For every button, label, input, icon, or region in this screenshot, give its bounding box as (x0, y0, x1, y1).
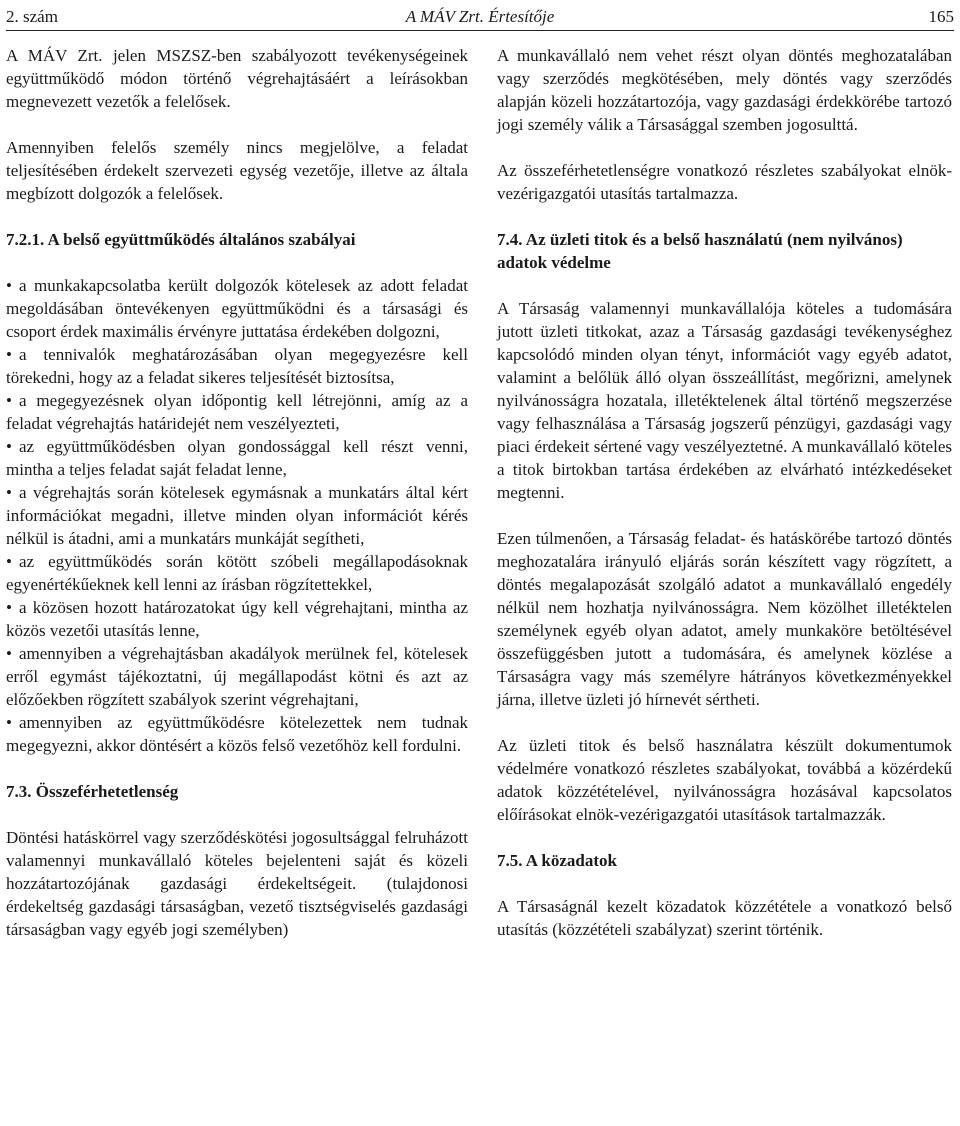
list-item: • amennyiben az együttműködésre kötelezettek nem tudnak megegyezni, akkor döntésért a közös felső vezetőhöz kell fordulni. (6, 711, 468, 757)
section-75-paragraph-1: A Társaságnál kezelt közadatok közzététele a vonatkozó belső utasítás (közzétételi szabályzat) szerint történik. (497, 897, 952, 939)
list-item: • az együttműködés során kötött szóbeli megállapodásoknak egyenértékűeknek kell lenni az írásban rögzítettekkel, (6, 550, 468, 596)
issue-number: 2. szám (6, 7, 58, 26)
right-column (497, 44, 952, 941)
list-item: • a közösen hozott határozatokat úgy kell végrehajtani, mintha az közös vezetői utasítás lenne, (6, 596, 468, 642)
section-74-paragraph-1: A Társaság valamennyi munkavállalója köteles a tudomására jutott üzleti titkokat, azaz a Társaság gazdasági tevékenységhez kapcsolódó minden olyan tényt, információt vagy egyéb adatot, valamint a belőlük álló olyan összeállítást, megőrizni, amelynek nyilvánosságra hozatala, illetéktelenek által történő megszerzése vagy felhasználása a Társaság jogszerű pénzügyi, gazdasági vagy piaci érdekeit sértené vagy veszélyeztetné. A munkavállaló köteles a titok birtokban tartása érdekében az elvárható intézkedéseket megtenni. (497, 299, 952, 502)
section-73-paragraph-3: Az összeférhetetlenségre vonatkozó részletes szabályokat elnök-vezérigazgatói utasítás tartalmazza. (497, 161, 952, 203)
section-75-title: 7.5. A közadatok (497, 851, 617, 870)
section-73-paragraph-2: A munkavállaló nem vehet részt olyan döntés meghozatalában vagy szerződés megkötésében, mely döntés vagy szerződés alapján közeli hozzátartozója, vagy gazdasági érdekkörébe tartozó jogi személy válik a Társasággal szemben jogosulttá. (497, 46, 952, 134)
section-73-paragraph-1: Döntési hatáskörrel vagy szerződéskötési jogosultsággal felruházott valamennyi munkavállaló köteles bejelenteni saját és közeli hozzátartozójának gazdasági érdekeltségeit. (tulajdonosi érdekeltség gazdasági társaságban, vezető tisztségviselés gazdasági társaságban vagy egyéb jogi személyben) (6, 828, 468, 939)
section-73-title: 7.3. Összeférhetetlenség (6, 782, 179, 801)
list-item: • amennyiben a végrehajtásban akadályok merülnek fel, kötelesek erről egymást tájékoztatni, új megállapodást kötni és azt az előzőekben rögzített szabályok szerint végrehajtani, (6, 642, 468, 711)
section-74-paragraph-2: Ezen túlmenően, a Társaság feladat- és hatáskörébe tartozó döntés meghozatalára irányuló eljárás során készített vagy rögzített, a döntés megalapozását szolgáló adatot a munkavállaló engedély nélkül nem hozhatja nyilvánosságra. Nem közölhet illetéktelen személynek egyéb olyan adatot, amely munkaköre betöltésével összefüggésben jutott a tudomására, és amelynek közlése a Társaságra vagy más személyre hátrányos következményekkel járna, illetve üzleti jó hírnevét sértheti. (497, 529, 952, 709)
page-number: 165 (928, 7, 954, 26)
cooperation-rules-list (6, 274, 468, 757)
left-column (6, 44, 468, 941)
header-rule (6, 30, 954, 31)
list-item: • a munkakapcsolatba került dolgozók kötelesek az adott feladat megoldásában öntevékenyen együttműködni és a társasági és csoport érdek maximális érvényre juttatása érdekében dolgozni, (6, 274, 468, 343)
list-item: • a tennivalók meghatározásában olyan megegyezésre kell törekedni, hogy az a feladat sikeres teljesítését biztosítsa, (6, 343, 468, 389)
section-74-title: 7.4. Az üzleti titok és a belső használatú (nem nyilvános) adatok védelme (497, 230, 903, 272)
section-721-title: 7.2.1. A belső együttműködés általános szabályai (6, 230, 356, 249)
list-item: • a megegyezésnek olyan időpontig kell létrejönni, amíg az a feladat végrehajtás határidejét nem veszélyezteti, (6, 389, 468, 435)
journal-title: A MÁV Zrt. Értesítője (405, 7, 555, 26)
intro-paragraph-1: A MÁV Zrt. jelen MSZSZ-ben szabályozott tevékenységeinek együttműködő módon történő végrehajtásáért a leírásokban megnevezett vezetők a felelősek. (6, 46, 468, 111)
list-item: • a végrehajtás során kötelesek egymásnak a munkatárs által kért információkat megadni, illetve minden olyan információt kérés nélkül is átadni, ami a munkatárs munkáját segítheti, (6, 481, 468, 550)
page-header (6, 6, 954, 30)
intro-paragraph-2: Amennyiben felelős személy nincs megjelölve, a feladat teljesítésében érdekelt szervezeti egység vezetője, illetve az általa megbízott dolgozók a felelősek. (6, 138, 468, 203)
section-74-paragraph-3: Az üzleti titok és belső használatra készült dokumentumok védelmére vonatkozó részletes szabályokat, továbbá a közérdekű adatok közzétételével, nyilvánosságra hozásával kapcsolatos előírásokat elnök-vezérigazgatói utasítások tartalmazzák. (497, 736, 952, 824)
list-item: • az együttműködésben olyan gondossággal kell részt venni, mintha a teljes feladat saját feladat lenne, (6, 435, 468, 481)
